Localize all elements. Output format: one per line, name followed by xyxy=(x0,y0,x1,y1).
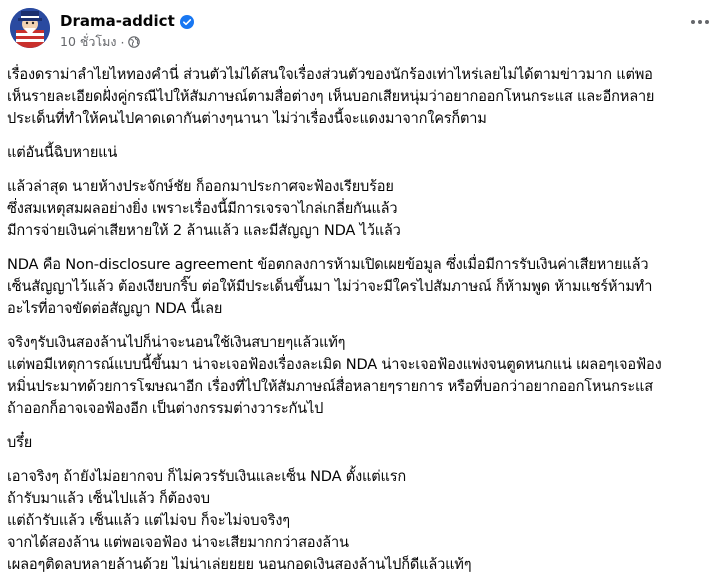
globe-icon[interactable] xyxy=(128,36,140,48)
post-paragraph xyxy=(7,466,719,576)
more-dot xyxy=(698,20,702,24)
post-header xyxy=(10,6,714,54)
meta-separator: · xyxy=(120,34,125,50)
post-text-line: จากได้สองล้าน แต่พอเจอฟ้อง น่าจะเสียมากกว่าสองล้าน xyxy=(7,534,349,551)
more-dot xyxy=(691,20,695,24)
avatar[interactable] xyxy=(10,8,50,48)
post-body xyxy=(7,64,719,588)
post-paragraph xyxy=(7,332,719,420)
post-text-line: เห็นรายละเอียดฝั่งคู่กรณีไปให้สัมภาษณ์ตามสื่อต่างๆ เห็นบอกเสียหนุ่มว่าอยากออกโหนกระแส และอีกหลาย xyxy=(7,88,655,105)
post-timestamp[interactable]: 10 ชั่วโมง xyxy=(60,34,117,49)
avatar-image xyxy=(10,8,50,48)
author-name[interactable]: Drama-addict xyxy=(60,12,175,30)
post-text-line: แต่พอมีเหตุการณ์แบบนี้ขึ้นมา น่าจะเจอฟ้องเรื่องละเมิด NDA น่าจะเจอฟ้องแพ่งจนตูดหนกแน่ เผลอๆเจอฟ้อง xyxy=(7,356,662,373)
post-text-line: เอาจริงๆ ถ้ายังไม่อยากจบ ก็ไม่ควรรับเงินและเซ็น NDA ตั้งแต่แรก xyxy=(7,468,406,485)
post-paragraph xyxy=(7,254,719,320)
post-text-line: แล้วล่าสุด นายห้างประจักษ์ชัย ก็ออกมาประกาศจะฟ้องเรียบร้อย xyxy=(7,178,394,195)
post-text-line: ถ้าออกก็อาจเจอฟ้องอีก เป็นต่างกรรมต่างวาระกันไป xyxy=(7,400,324,417)
post-meta xyxy=(60,34,140,50)
post-paragraph xyxy=(7,176,719,242)
post-text-line: อะไรที่อาจขัดต่อสัญญา NDA นี้เลย xyxy=(7,300,223,317)
post-text-line: NDA คือ Non-disclosure agreement ข้อตกลงการห้ามเปิดเผยข้อมูล ซึ่งเมื่อมีการรับเงินค่าเสียหายแล้ว xyxy=(7,256,649,273)
post-paragraph xyxy=(7,64,719,130)
post-text-line: บรึ๋ย xyxy=(7,434,33,451)
post-text-line: ถ้ารับมาแล้ว เซ็นไปแล้ว ก็ต้องจบ xyxy=(7,490,210,507)
post-text-line: เซ็นสัญญาไว้แล้ว ต้องเงียบกริ๊บ ต่อให้มีประเด็นขึ้นมา ไม่ว่าจะมีใครไปสัมภาษณ์ ก็ห้ามพูด ห้ามแชร์ห้ามทำ xyxy=(7,278,653,295)
more-dot xyxy=(705,20,709,24)
post-text-line: แต่ถ้ารับแล้ว เซ็นแล้ว แต่ไม่จบ ก็จะไม่จบจริงๆ xyxy=(7,512,290,529)
post-paragraph xyxy=(7,432,719,454)
post-text-line: เผลอๆติดลบหลายล้านด้วย ไม่น่าเล่ยยยย นอนกอดเงินสองล้านไปก็ดีแล้วแท้ๆ xyxy=(7,556,472,573)
verified-badge-icon xyxy=(180,14,194,28)
post-text-line: หมิ่นประมาทด้วยการโฆษณาอีก เรื่องที่ไปให้สัมภาษณ์สื่อหลายๆรายการ หรือที่บอกว่าอยากออกโหนกระแส xyxy=(7,378,653,395)
post-text-line: แต่อันนี้ฉิบหายแน่ xyxy=(7,144,118,161)
post-text-line: เรื่องดราม่าลำไยไหทองคำนี่ ส่วนตัวไม่ได้สนใจเรื่องส่วนตัวของนักร้องเท่าไหร่เลยไม่ได้ตามข่าวมาก แต่พอ xyxy=(7,66,653,83)
post-text-line: มีการจ่ายเงินค่าเสียหายให้ 2 ล้านแล้ว และมีสัญญา NDA ไว้แล้ว xyxy=(7,222,401,239)
post-text-line: จริงๆรับเงินสองล้านไปก็น่าจะนอนใช้เงินสบายๆแล้วแท้ๆ xyxy=(7,334,346,351)
post-paragraph xyxy=(7,142,719,164)
author-line xyxy=(60,11,194,31)
more-options-button[interactable] xyxy=(686,12,714,32)
post-text-line: ซึ่งสมเหตุสมผลอย่างยิ่ง เพราะเรื่องนี้มีการเจรจาไกล่เกลี่ยกันแล้ว xyxy=(7,200,398,217)
post-text-line: ประเด็นที่ทำให้คนไปคาดเดากันต่างๆนานา ไม่ว่าเรื่องนี้จะแดงมาจากใครก็ตาม xyxy=(7,110,487,127)
